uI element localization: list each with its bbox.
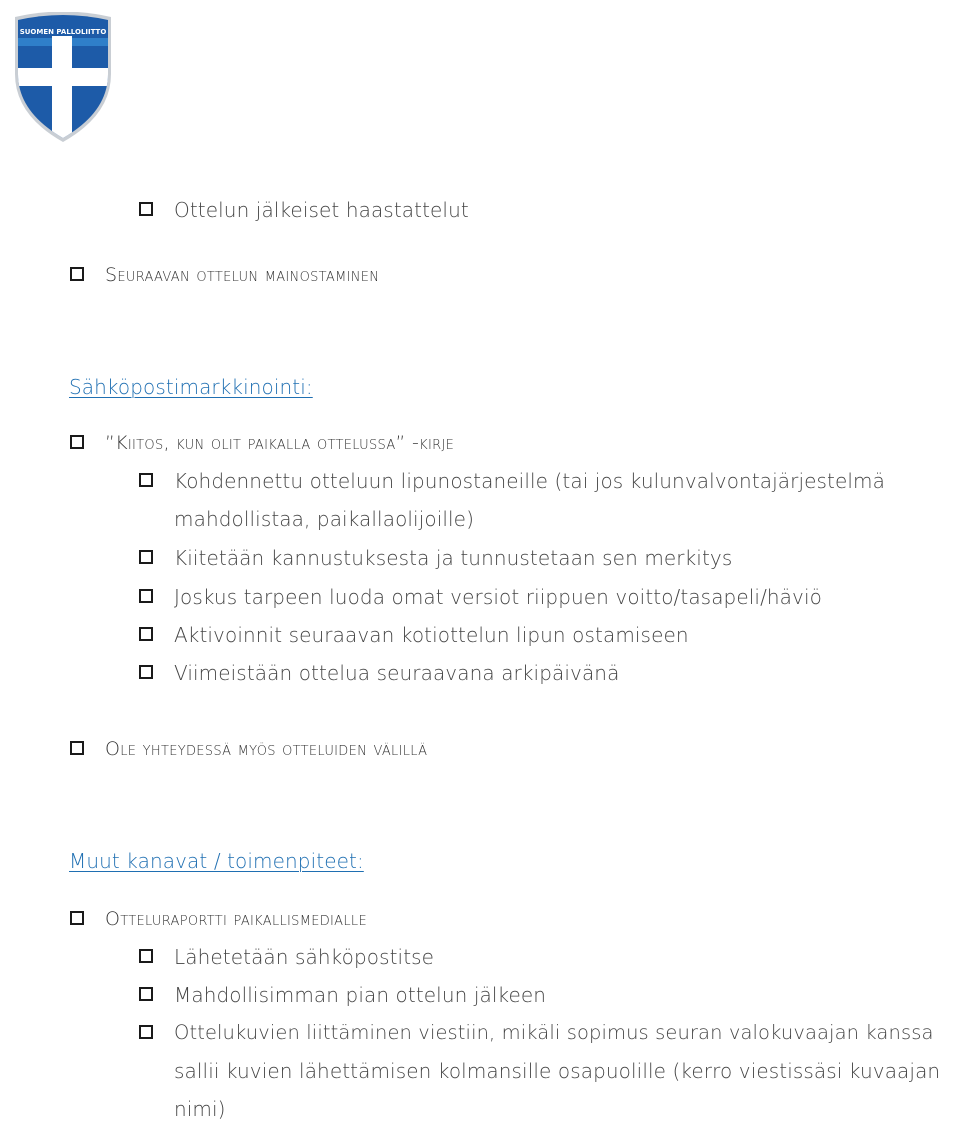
list-item-continuation: mahdollistaa, paikallaolijoille) — [174, 507, 474, 531]
checkbox-icon[interactable] — [70, 911, 84, 925]
list-item: Viimeistään ottelua seuraavana arkipäivänä — [174, 661, 620, 685]
section-heading: Sähköpostimarkkinointi: — [69, 375, 313, 399]
checkbox-icon[interactable] — [70, 435, 84, 449]
logo-text: SUOMEN PALLOLIITTO — [19, 28, 107, 36]
checkbox-icon[interactable] — [139, 202, 153, 216]
checkbox-icon[interactable] — [70, 267, 84, 281]
checkbox-icon[interactable] — [139, 589, 153, 603]
list-item-continuation: sallii kuvien lähettämisen kolmansille osapuolille (kerro viestissäsi kuvaajan — [174, 1059, 941, 1083]
list-item: Aktivoinnit seuraavan kotiottelun lipun ostamiseen — [174, 623, 689, 647]
checkbox-icon[interactable] — [139, 949, 153, 963]
checkbox-icon[interactable] — [70, 741, 84, 755]
checkbox-icon[interactable] — [139, 987, 153, 1001]
list-item: Kohdennettu otteluun lipunostaneille (tai jos kulunvalvontajärjestelmä — [174, 469, 885, 493]
list-item: Lähetetään sähköpostitse — [174, 945, 435, 969]
list-item: ”Kiitos, kun olit paikalla ottelussa” -kirje — [105, 432, 455, 454]
checkbox-icon[interactable] — [139, 627, 153, 641]
checkbox-icon[interactable] — [139, 1025, 153, 1039]
list-item: Joskus tarpeen luoda omat versiot riippuen voitto/tasapeli/häviö — [174, 585, 822, 609]
suomen-palloliitto-logo — [12, 12, 114, 142]
list-item: Ottelukuvien liittäminen viestiin, mikäli sopimus seuran valokuvaajan kanssa — [174, 1021, 934, 1044]
list-item-continuation: nimi) — [174, 1097, 226, 1121]
list-item: Otteluraportti paikallismedialle — [105, 908, 367, 930]
checkbox-icon[interactable] — [139, 473, 153, 487]
checkbox-icon[interactable] — [139, 550, 153, 564]
list-item: Ole yhteydessä myös otteluiden välillä — [105, 738, 428, 760]
list-item: Seuraavan ottelun mainostaminen — [105, 264, 380, 286]
checkbox-icon[interactable] — [139, 665, 153, 679]
list-item: Mahdollisimman pian ottelun jälkeen — [174, 983, 547, 1007]
section-heading: Muut kanavat / toimenpiteet: — [69, 849, 364, 873]
list-item: Kiitetään kannustuksesta ja tunnustetaan sen merkitys — [174, 546, 733, 570]
list-item: Ottelun jälkeiset haastattelut — [174, 198, 469, 222]
